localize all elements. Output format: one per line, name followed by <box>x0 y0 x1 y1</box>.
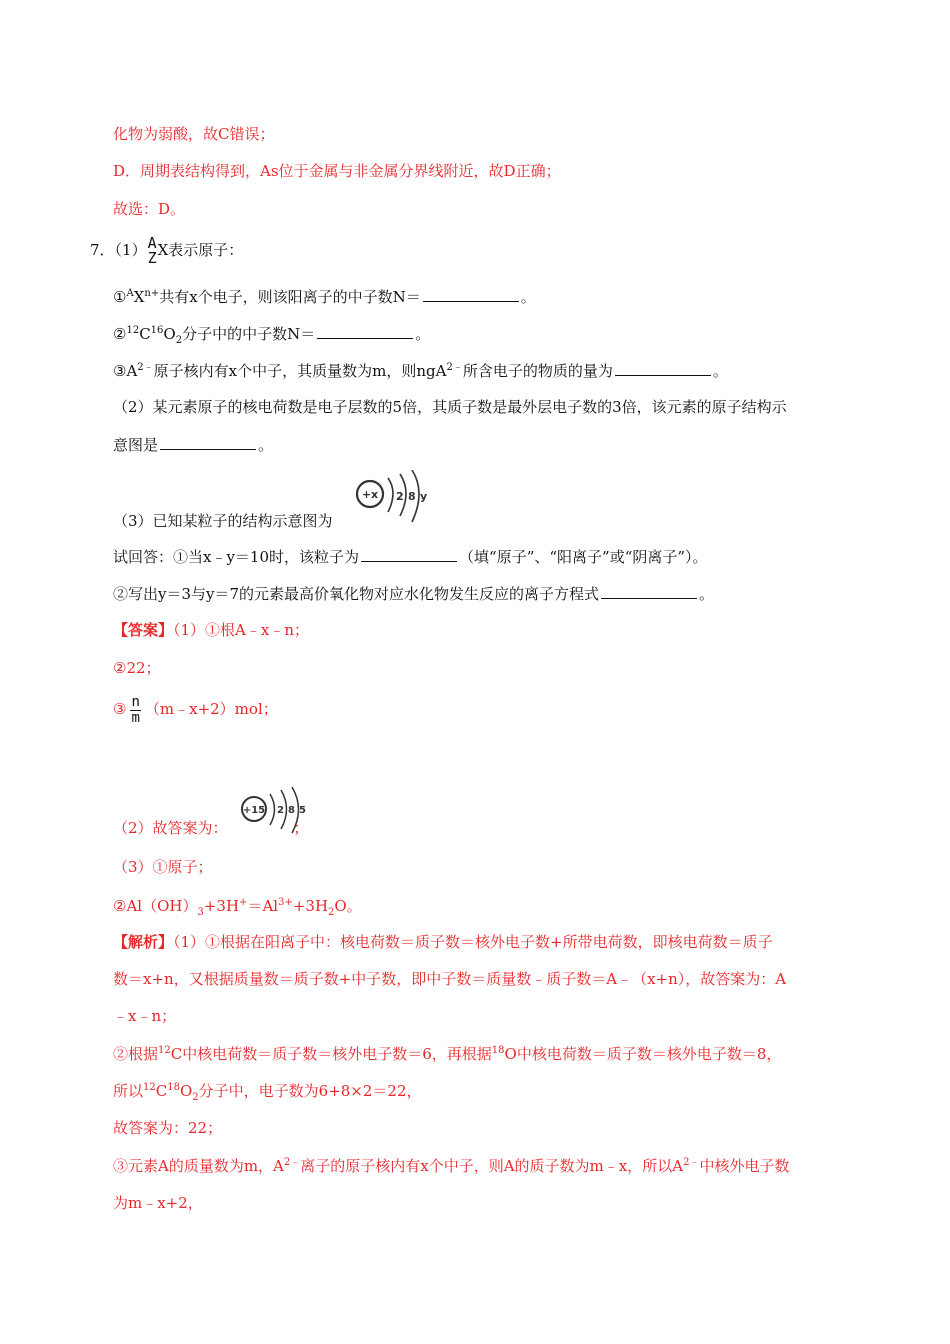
line-prev-choice: 故选：D。 <box>113 200 186 218</box>
answer-line-4: （2）故答案为： ； <box>113 819 309 837</box>
answer-line-1: 【答案】（1）①根A﹣x﹣n； <box>113 621 310 639</box>
answer-line-2: ②22； <box>113 659 161 677</box>
explanation-line-4: ②根据$^{12}$C中核电荷数＝质子数＝核外电子数＝6，再根据$^{18}$O中核电荷数＝质子数＝核外电子数＝8， <box>113 1045 782 1063</box>
answer-line-5: （3）①原子； <box>113 858 213 876</box>
q7-part1-label: （1） <box>114 241 147 259</box>
explanation-line-6: 故答案为：22； <box>113 1119 223 1137</box>
nucleus-charge: +x <box>361 488 379 501</box>
explanation-line-1: 【解析】（1）①根据在阳离子中：核电荷数＝质子数＝核外电子数+所带电荷数，即核电荷数＝质子 <box>113 933 773 951</box>
explanation-line-7: ③元素A的质量数为m，$A^{2﹣}$离子的原子核内有x个中子，则A的质子数为m﹣x，所以$A^{2﹣}$中核外电子数 <box>113 1157 790 1175</box>
nuclide-symbol: A Z <box>147 234 157 267</box>
q3b-line: ②写出y＝3与y＝7的元素最高价氧化物对应水化物发生反应的离子方程式 。 <box>113 585 715 603</box>
q3-line: （3）已知某粒子的结构示意图为 <box>113 512 333 530</box>
nucleus-charge: +15 <box>242 805 266 816</box>
explanation-line-5: 所以$^{12}C^{18}O_2$分子中，电子数为6+8×2＝22， <box>113 1082 422 1103</box>
question-number: 7． <box>90 241 115 259</box>
answer-blank-3[interactable] <box>615 360 711 376</box>
q1b-line: $②^{12}C^{16}O_2$分子中的中子数N＝ 。 <box>113 325 431 346</box>
fraction-n-over-m: $\frac{n}{m}$ <box>131 693 140 726</box>
shell-1-count: 2 <box>277 805 284 816</box>
shell-1-count: 2 <box>396 490 404 503</box>
answer-label: 【答案】 <box>113 621 174 639</box>
answer-blank-2[interactable] <box>317 323 413 339</box>
answer-blank-5[interactable] <box>361 546 457 562</box>
q1c-line: $③A^{2﹣}$原子核内有x个中子，其质量数为m，则ngA$^{2﹣}$所含电子的物质的量为 。 <box>113 362 728 380</box>
shell-3-count: y <box>420 490 428 503</box>
explanation-line-2: 数＝x+n，又根据质量数＝质子数+中子数，即中子数＝质量数﹣质子数＝A﹣（x+n），故答案为：A <box>113 970 787 988</box>
shell-2-count: 8 <box>288 805 295 816</box>
explanation-label: 【解析】 <box>113 933 174 951</box>
structure-diagram-q3 <box>354 470 434 526</box>
shell-3-count: 5 <box>299 805 306 816</box>
line-prev-d: D．周期表结构得到，As位于金属与非金属分界线附近，故D正确； <box>113 162 561 180</box>
q3a-line: 试回答：①当x﹣y＝10时，该粒子为 （填“原子”、“阳离子”或“阴离子”）。 <box>113 548 708 566</box>
q7-part1-tail: X表示原子： <box>157 241 244 259</box>
q7-header <box>90 232 243 268</box>
line-prev-c: 化物为弱酸，故C错误； <box>113 125 275 143</box>
answer-blank-4[interactable] <box>160 434 256 450</box>
q2-line-1: （2）某元素原子的核电荷数是电子层数的5倍，其质子数是最外层电子数的3倍，该元素的原子结构示 <box>113 398 787 416</box>
q1a-line: $①^AX^{n+}$共有x个电子，则该阳离子的中子数N＝ 。 <box>113 288 536 306</box>
answer-blank-1[interactable] <box>423 286 519 302</box>
shell-2-count: 8 <box>408 490 416 503</box>
answer-line-6: $②Al(OH)_3+3H^+=Al^{3+}+3H_2O$。 <box>113 897 362 918</box>
q2-line-2: 意图是 。 <box>113 436 274 454</box>
answer-blank-6[interactable] <box>601 583 697 599</box>
answer-line-3: ③ $\frac{n}{m}$ （m﹣x+2）mol； <box>113 693 278 726</box>
explanation-line-3: ﹣x﹣n； <box>113 1007 177 1025</box>
explanation-line-8: 为m﹣x+2， <box>113 1194 203 1212</box>
